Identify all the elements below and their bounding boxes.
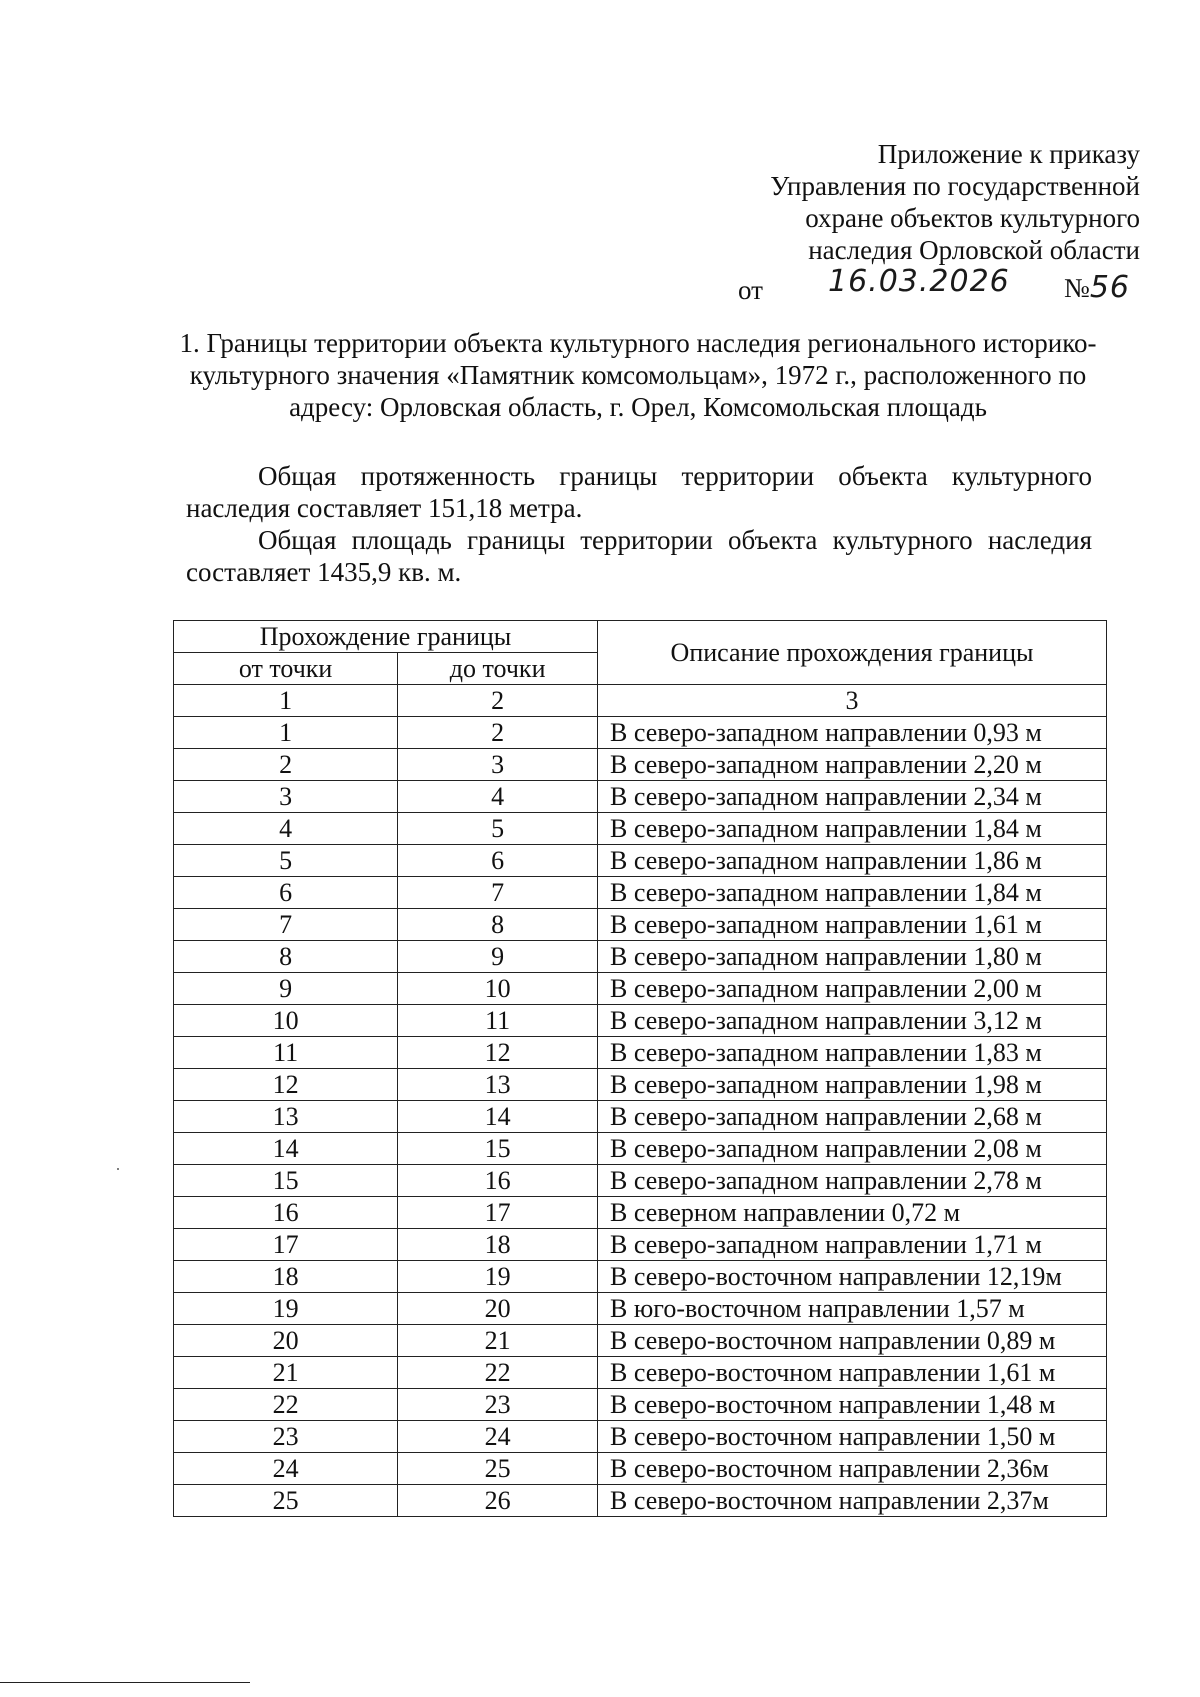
table-row [174,781,1107,813]
description-cell: В северо-западном направлении 1,98 м [598,1069,1107,1101]
table-row [174,941,1107,973]
from-point-cell: 8 [174,941,398,973]
to-point-cell: 23 [398,1389,598,1421]
to-point-cell: 2 [398,717,598,749]
from-point-cell: 9 [174,973,398,1005]
from-point-cell: 3 [174,781,398,813]
table-row [174,877,1107,909]
to-point-cell: 8 [398,909,598,941]
from-point-cell: 1 [174,717,398,749]
to-point-cell: 3 [398,749,598,781]
table-row [174,845,1107,877]
to-point-cell: 5 [398,813,598,845]
appendix-line: Приложение к приказу [877,139,1140,169]
table-row [174,909,1107,941]
table-row [174,1261,1107,1293]
description-cell: В северо-западном направлении 1,83 м [598,1037,1107,1069]
from-label: от [738,275,763,305]
from-point-cell: 16 [174,1197,398,1229]
to-point-cell: 17 [398,1197,598,1229]
from-point-cell: 23 [174,1421,398,1453]
to-point-cell: 19 [398,1261,598,1293]
description-cell: В северо-западном направлении 1,61 м [598,909,1107,941]
table-row [174,749,1107,781]
table-row [174,813,1107,845]
table-row [174,1485,1107,1517]
from-point-cell: 15 [174,1165,398,1197]
to-point-cell: 14 [398,1101,598,1133]
to-point-cell: 11 [398,1005,598,1037]
handwritten-number: 56 [1089,270,1130,305]
description-cell: В северо-западном направлении 2,34 м [598,781,1107,813]
to-point-cell: 21 [398,1325,598,1357]
from-point-cell: 13 [174,1101,398,1133]
table-body [174,717,1107,1517]
from-point-cell: 24 [174,1453,398,1485]
column-number: 3 [598,685,1107,717]
from-point-cell: 21 [174,1357,398,1389]
description-cell: В северо-западном направлении 1,71 м [598,1229,1107,1261]
description-cell: В северо-восточном направлении 1,61 м [598,1357,1107,1389]
boundary-area-paragraph: Общая площадь границы территории объекта культурного наследия составляет 1435,9 кв. м. [186,525,1092,587]
to-point-cell: 7 [398,877,598,909]
appendix-line: Управления по государственной [770,171,1140,201]
footer-rule [0,1682,250,1683]
from-point-cell: 12 [174,1069,398,1101]
from-point-cell: 6 [174,877,398,909]
description-cell: В северо-восточном направлении 2,36м [598,1453,1107,1485]
description-cell: В северо-восточном направлении 12,19м [598,1261,1107,1293]
to-point-cell: 18 [398,1229,598,1261]
table-row [174,1133,1107,1165]
header-description: Описание прохождения границы [598,621,1107,685]
to-point-cell: 26 [398,1485,598,1517]
description-cell: В северо-западном направлении 1,84 м [598,813,1107,845]
from-point-cell: 2 [174,749,398,781]
description-cell: В северо-западном направлении 0,93 м [598,717,1107,749]
header-to-point: до точки [398,653,598,685]
to-point-cell: 24 [398,1421,598,1453]
header-boundary-passage: Прохождение границы [174,621,598,653]
to-point-cell: 13 [398,1069,598,1101]
description-cell: В северо-западном направлении 2,00 м [598,973,1107,1005]
to-point-cell: 15 [398,1133,598,1165]
order-date-number-line [660,264,1140,306]
to-point-cell: 16 [398,1165,598,1197]
appendix-line: наследия Орловской области [808,235,1140,265]
description-cell: В северо-восточном направлении 0,89 м [598,1325,1107,1357]
to-point-cell: 9 [398,941,598,973]
description-cell: В северо-западном направлении 2,78 м [598,1165,1107,1197]
description-cell: В северо-восточном направлении 1,50 м [598,1421,1107,1453]
scan-dot [117,1168,119,1170]
table-row [174,1197,1107,1229]
appendix-line: охране объектов культурного [805,203,1140,233]
table-row [174,1069,1107,1101]
table-row [174,1325,1107,1357]
table-header-row [174,621,1107,653]
from-point-cell: 18 [174,1261,398,1293]
from-point-cell: 7 [174,909,398,941]
table-row [174,973,1107,1005]
to-point-cell: 6 [398,845,598,877]
from-point-cell: 20 [174,1325,398,1357]
table-row [174,1101,1107,1133]
from-point-cell: 25 [174,1485,398,1517]
from-point-cell: 22 [174,1389,398,1421]
description-cell: В северном направлении 0,72 м [598,1197,1107,1229]
table-row [174,1389,1107,1421]
from-point-cell: 14 [174,1133,398,1165]
description-cell: В юго-восточном направлении 1,57 м [598,1293,1107,1325]
from-point-cell: 11 [174,1037,398,1069]
table-row [174,1229,1107,1261]
description-cell: В северо-западном направлении 2,68 м [598,1101,1107,1133]
table-row [174,1037,1107,1069]
section-title: 1. Границы территории объекта культурного наследия регионального историко-культурного значения «Памятник комсомольцам», 1972 г., расположенного по адресу: Орловская область, г. Орел, Комсомольская площадь [179,328,1097,422]
column-number: 1 [174,685,398,717]
boundary-table [173,620,1107,1517]
description-cell: В северо-восточном направлении 1,48 м [598,1389,1107,1421]
description-cell: В северо-западном направлении 1,86 м [598,845,1107,877]
description-cell: В северо-западном направлении 1,80 м [598,941,1107,973]
from-point-cell: 17 [174,1229,398,1261]
from-point-cell: 19 [174,1293,398,1325]
description-cell: В северо-западном направлении 1,84 м [598,877,1107,909]
description-cell: В северо-западном направлении 2,20 м [598,749,1107,781]
handwritten-date: 16.03.2026 [828,264,1010,299]
table-row [174,717,1107,749]
description-cell: В северо-западном направлении 2,08 м [598,1133,1107,1165]
table-row [174,1165,1107,1197]
table-row [174,1421,1107,1453]
to-point-cell: 20 [398,1293,598,1325]
from-point-cell: 4 [174,813,398,845]
column-number: 2 [398,685,598,717]
to-point-cell: 12 [398,1037,598,1069]
to-point-cell: 25 [398,1453,598,1485]
to-point-cell: 22 [398,1357,598,1389]
to-point-cell: 4 [398,781,598,813]
boundary-length-paragraph: Общая протяженность границы территории объекта культурного наследия составляет 151,18 метра. [186,461,1092,523]
description-cell: В северо-восточном направлении 2,37м [598,1485,1107,1517]
table-row [174,1293,1107,1325]
table-row [174,1005,1107,1037]
number-sign: № [1064,273,1090,303]
from-point-cell: 5 [174,845,398,877]
table-row [174,1357,1107,1389]
from-point-cell: 10 [174,1005,398,1037]
to-point-cell: 10 [398,973,598,1005]
table-row [174,1453,1107,1485]
table-numbering-row [174,685,1107,717]
order-number [1064,272,1130,304]
header-from-point: от точки [174,653,398,685]
description-cell: В северо-западном направлении 3,12 м [598,1005,1107,1037]
appendix-header [660,138,1140,306]
